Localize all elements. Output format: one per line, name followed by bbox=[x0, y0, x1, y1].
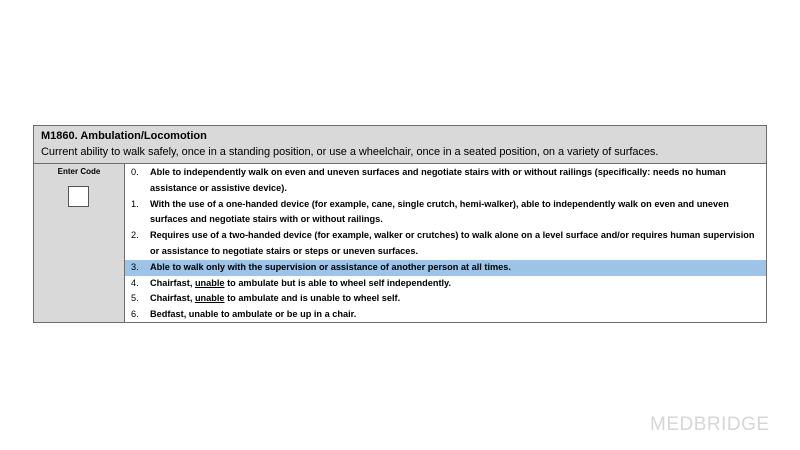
option-text-part: to ambulate but is able to wheel self independently. bbox=[224, 277, 452, 288]
option-4[interactable] bbox=[125, 276, 766, 292]
option-5[interactable] bbox=[125, 291, 766, 307]
option-1[interactable] bbox=[125, 197, 766, 229]
code-column bbox=[34, 164, 125, 322]
item-title: M1860. Ambulation/Locomotion bbox=[41, 130, 207, 142]
option-text bbox=[150, 291, 406, 307]
option-number: 3. bbox=[131, 261, 139, 272]
option-0[interactable] bbox=[125, 165, 766, 197]
option-text: Bedfast, unable to ambulate or be up in a chair. bbox=[150, 309, 357, 320]
option-text-part: to ambulate and is unable to wheel self. bbox=[224, 293, 401, 304]
option-3-selected[interactable] bbox=[125, 260, 766, 276]
option-text: Able to independently walk on even and uneven surfaces and negotiate stairs with or without railings (specifically: needs no human assistance or assistive device). bbox=[150, 167, 726, 193]
options-list bbox=[125, 164, 766, 322]
option-text: With the use of a one-handed device (for example, cane, single crutch, hemi-walker), able to independently walk on even and uneven surfaces and negotiate stairs with or without railings. bbox=[150, 198, 729, 225]
option-number: 1. bbox=[131, 198, 139, 209]
option-number: 0. bbox=[131, 167, 139, 177]
enter-code-label: Enter Code bbox=[57, 167, 101, 176]
option-text bbox=[150, 276, 457, 292]
option-number: 6. bbox=[131, 309, 139, 320]
underlined-word: unable bbox=[194, 277, 225, 288]
option-number: 4. bbox=[131, 277, 139, 288]
item-description: Current ability to walk safely, once in a standing position, or use a wheelchair, once in a seated position, on a variety of surfaces. bbox=[41, 146, 659, 158]
medbridge-watermark: MEDBRIDGE bbox=[650, 414, 770, 435]
option-text-part: Chairfast, bbox=[150, 293, 195, 304]
option-text: Requires use of a two-handed device (for example, walker or crutches) to walk alone on a level surface and/or requires human supervision or assistance to negotiate stairs or steps or uneven surfaces. bbox=[150, 230, 755, 256]
option-number: 5. bbox=[131, 293, 139, 304]
option-number: 2. bbox=[131, 230, 139, 241]
option-2[interactable] bbox=[125, 228, 766, 260]
underlined-word: unable bbox=[194, 293, 225, 304]
oasis-form-item bbox=[33, 125, 767, 323]
form-header bbox=[34, 126, 766, 164]
enter-code-input[interactable] bbox=[68, 186, 89, 207]
option-6[interactable] bbox=[125, 307, 766, 323]
form-body bbox=[34, 164, 766, 322]
option-text: Able to walk only with the supervision or assistance of another person at all times. bbox=[150, 261, 511, 272]
option-text-part: Chairfast, bbox=[150, 277, 195, 288]
